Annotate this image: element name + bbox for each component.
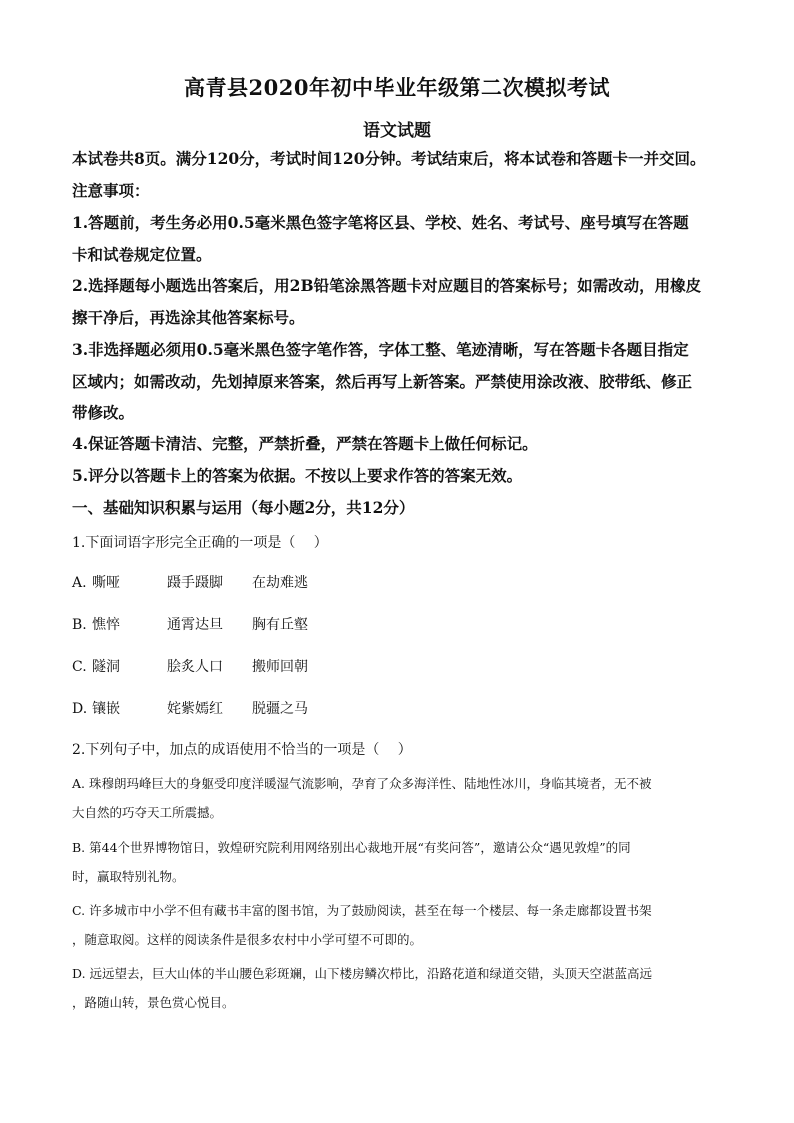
intro-line: 区域内；如需改动，先划掉原来答案，然后再写上新答案。严禁使用涂改液、胶带纸、修正: [72, 372, 693, 391]
intro-line: 本试卷共8页。满分120分，考试时间120分钟。考试结束后，将本试卷和答题卡一并交回。: [72, 149, 706, 168]
intro-line: 擦干净后，再选涂其他答案标号。: [72, 308, 305, 327]
question-2-option-line: ，路随山转，景色赏心悦目。: [72, 995, 235, 1010]
option-label: A.: [72, 575, 87, 591]
question-1-option-d: [72, 700, 308, 718]
question-2-option-line: 大自然的巧夺天工所震撼。: [72, 805, 223, 820]
intro-line: 2.选择题每小题选出答案后，用2B铅笔涂黑答题卡对应题目的答案标号；如需改动，用橡皮: [72, 276, 702, 295]
section-heading: 一、基础知识积累与运用（每小题2分，共12分）: [72, 498, 415, 517]
question-2-option-line: D. 远远望去，巨大山体的半山腰色彩斑斓，山下楼房鳞次栉比，沿路花道和绿道交错，头顶天空湛蓝高远: [72, 966, 653, 981]
option-label: B.: [72, 617, 87, 633]
option-word: 姹紫嫣红: [167, 701, 223, 717]
question-1-option-c: [72, 658, 308, 676]
intro-line: 3.非选择题必须用0.5毫米黑色签字笔作答，字体工整、笔迹清晰，写在答题卡各题目指定: [72, 340, 689, 359]
intro-line: 注意事项：: [72, 181, 150, 200]
question-2-stem: 2.下列句子中，加点的成语使用不恰当的一项是（ ）: [72, 742, 412, 758]
option-word: 蹑手蹑脚: [167, 575, 223, 591]
option-word: 通霄达旦: [167, 617, 223, 633]
option-word: 在劫难逃: [252, 575, 308, 591]
option-word: 脍炙人口: [167, 659, 223, 675]
question-1-stem: 1.下面词语字形完全正确的一项是（ ）: [72, 535, 328, 551]
intro-line: 带修改。: [72, 403, 135, 422]
option-word: 憔悴: [92, 617, 120, 633]
option-word: 镶嵌: [92, 701, 120, 717]
option-label: C.: [72, 659, 87, 675]
option-word: 嘶哑: [92, 575, 120, 591]
option-label: D.: [72, 701, 88, 717]
option-word: 胸有丘壑: [252, 617, 308, 633]
question-1-option-b: [72, 616, 308, 634]
intro-line: 4.保证答题卡清洁、完整，严禁折叠，严禁在答题卡上做任何标记。: [72, 434, 538, 453]
question-1-option-a: [72, 574, 308, 592]
option-word: 隧洞: [92, 659, 120, 675]
question-2-option-line: A. 珠穆朗玛峰巨大的身躯受印度洋暖湿气流影响，孕育了众多海洋性、陆地性冰川，身临其境者，无不被: [72, 776, 652, 791]
exam-subtitle: 语文试题: [363, 121, 431, 141]
intro-line: 1.答题前，考生务必用0.5毫米黑色签字笔将区县、学校、姓名、考试号、座号填写在答题: [72, 213, 689, 232]
exam-title: 高青县2020年初中毕业年级第二次模拟考试: [184, 75, 610, 100]
option-word: 脱疆之马: [252, 701, 308, 717]
question-2-option-line: ，随意取阅。这样的阅读条件是很多农村中小学可望不可即的。: [72, 932, 423, 947]
question-2-option-line: 时，赢取特别礼物。: [72, 869, 185, 884]
question-2-option-line: C. 许多城市中小学不但有藏书丰富的图书馆，为了鼓励阅读，甚至在每一个楼层、每一条走廊都设置书架: [72, 903, 652, 918]
intro-line: 5.评分以答题卡上的答案为依据。不按以上要求作答的答案无效。: [72, 466, 523, 485]
intro-line: 卡和试卷规定位置。: [72, 245, 212, 264]
option-word: 搬师回朝: [252, 659, 308, 675]
question-2-option-line: B. 第44个世界博物馆日，敦煌研究院利用网络别出心裁地开展“有奖问答”，邀请公众“遇见敦煌”的同: [72, 840, 631, 855]
